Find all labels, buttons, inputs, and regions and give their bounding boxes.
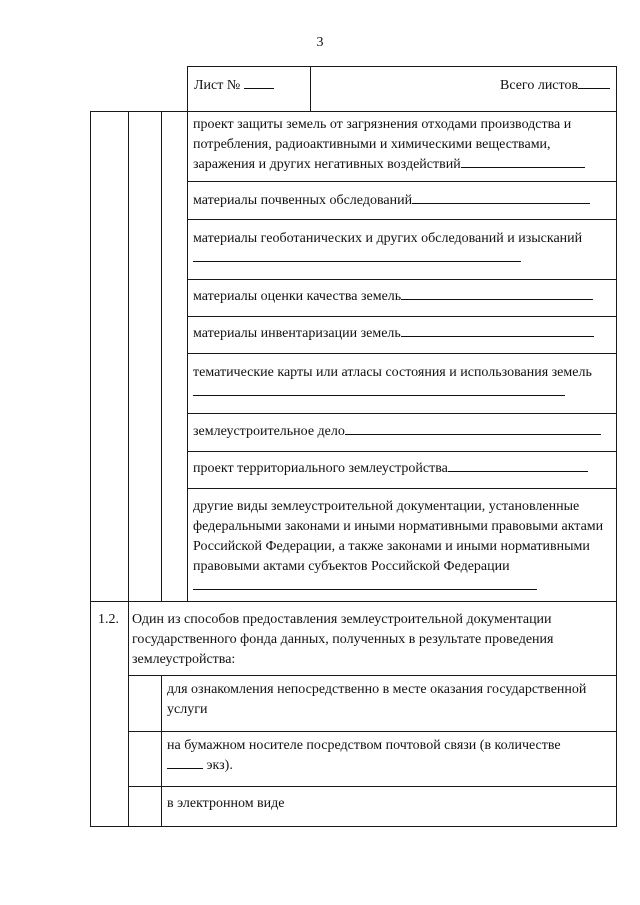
- sheet-number-field: [194, 76, 274, 96]
- total-sheets-label: Всего листов: [500, 78, 579, 93]
- option-text-suffix: экз).: [206, 758, 233, 773]
- item-text: материалы геоботанических и других обследований и изысканий: [193, 231, 583, 246]
- list-item: [193, 191, 611, 211]
- list-item: [193, 324, 611, 344]
- section-1-2-top-border: [90, 601, 617, 602]
- row-separator: [187, 219, 617, 220]
- list-item: [193, 115, 611, 175]
- total-sheets-field: [500, 76, 610, 96]
- item-text: землеустроительное дело: [193, 424, 345, 439]
- item-text: тематические карты или атласы состояния и использования земель: [193, 365, 592, 380]
- item-text: проект защиты земель от загрязнения отходами производства и потребления, радиоактивными и химическими веществами, заражения и других негативных воздействий: [193, 117, 572, 172]
- item-blank[interactable]: [345, 422, 601, 435]
- total-sheets-blank[interactable]: [578, 76, 610, 89]
- item-blank[interactable]: [461, 155, 585, 168]
- item-blank[interactable]: [412, 191, 590, 204]
- list-item: [193, 287, 611, 307]
- table-bottom-border: [90, 826, 617, 827]
- option-separator: [128, 786, 617, 787]
- page-number: 3: [316, 35, 324, 50]
- option-checkbox-column: [161, 675, 162, 827]
- option-text: для ознакомления непосредственно в месте оказания государственной услуги: [167, 682, 587, 717]
- checkbox-column-left: [161, 111, 162, 602]
- option-separator: [128, 731, 617, 732]
- list-item: [193, 229, 611, 269]
- header-top-border: [187, 66, 617, 67]
- checkbox-column-right: [187, 111, 188, 602]
- option-in-person: [167, 680, 607, 720]
- table-top-border: [90, 111, 617, 112]
- table-left-border: [90, 111, 91, 827]
- item-blank[interactable]: [193, 383, 565, 396]
- list-item: [193, 459, 611, 479]
- option-text: в электронном виде: [167, 796, 285, 811]
- list-item: [193, 422, 611, 442]
- section-title: Один из способов предоставления землеустроительной документации государственного фонда данных, полученных в результате проведения землеустройства:: [132, 612, 554, 667]
- row-separator: [187, 316, 617, 317]
- sheet-number-blank[interactable]: [244, 76, 274, 89]
- row-separator: [187, 279, 617, 280]
- option-paper-mail: [167, 736, 613, 776]
- item-blank[interactable]: [448, 459, 588, 472]
- section-number: 1.2.: [98, 612, 119, 627]
- item-blank[interactable]: [401, 287, 593, 300]
- header-divider: [310, 66, 311, 111]
- copies-count-blank[interactable]: [167, 756, 203, 769]
- item-blank[interactable]: [193, 249, 521, 262]
- header-right-border: [616, 66, 617, 111]
- row-separator: [187, 353, 617, 354]
- list-item: [193, 363, 611, 403]
- item-blank[interactable]: [401, 324, 594, 337]
- list-item: [193, 497, 613, 597]
- item-blank[interactable]: [193, 577, 537, 590]
- header-left-border: [187, 66, 188, 111]
- option-text: на бумажном носителе посредством почтовой связи (в количестве: [167, 738, 561, 753]
- item-text: материалы почвенных обследований: [193, 193, 413, 208]
- row-separator: [187, 451, 617, 452]
- item-text: другие виды землеустроительной документации, установленные федеральными законами и иными нормативными правовыми актами Российской Федерации, а также законами и иными нормативными правовыми актами субъектов Российской Федерации: [193, 499, 604, 574]
- option-separator: [128, 675, 617, 676]
- item-text: материалы оценки качества земель: [193, 289, 402, 304]
- row-separator: [187, 413, 617, 414]
- item-text: проект территориального землеустройства: [193, 461, 448, 476]
- item-text: материалы инвентаризации земель: [193, 326, 401, 341]
- row-separator: [187, 488, 617, 489]
- number-column-border: [128, 111, 129, 827]
- sheet-number-label: Лист №: [194, 78, 241, 93]
- row-separator: [187, 181, 617, 182]
- option-electronic: [167, 794, 607, 814]
